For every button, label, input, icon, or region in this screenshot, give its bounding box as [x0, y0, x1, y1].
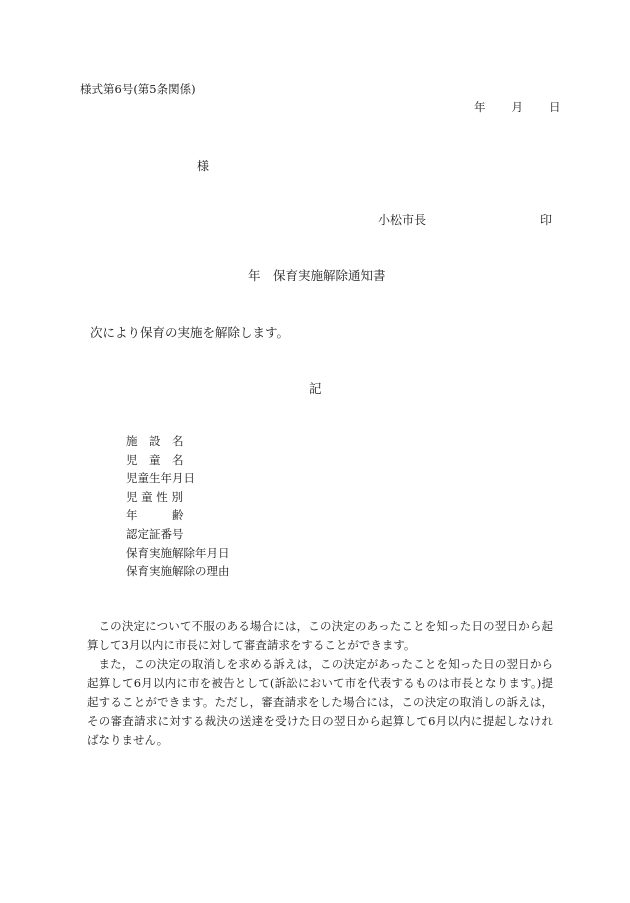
date-day: 日: [549, 100, 561, 114]
item-facility-name: 施 設 名: [126, 434, 184, 448]
seal-mark: 印: [540, 213, 553, 227]
ki-heading: 記: [309, 381, 322, 396]
addressee-suffix: 様: [197, 159, 210, 173]
date-line: [474, 99, 561, 115]
item-age: 年 齢: [126, 508, 184, 523]
item-list: [126, 432, 230, 581]
item-child-birthdate: 児童生年月日: [126, 471, 195, 486]
notice-paragraph-1: この決定について不服のある場合には，この決定のあったことを知った日の翌日から起算して3月以内に市長に対して審査請求をすることができます。: [87, 619, 553, 652]
item-termination-reason: 保育実施解除の理由: [126, 564, 230, 579]
notice-paragraph-2: また，この決定の取消しを求める訴えは，この決定があったことを知った日の翌日から起算して6月以内に市を被告として(訴訟において市を代表するものは市長となります。)提起することができます。ただし，審査請求をした場合には，この決定の取消しの訴えは，その審査請求に対する裁決の送達を受けた日の翌日から起算して6月以内に提起しなければなりません。: [87, 657, 553, 747]
item-termination-date: 保育実施解除年月日: [126, 545, 230, 560]
item-child-sex: 児 童 性 別: [126, 489, 183, 504]
intro-text: 次により保育の実施を解除します。: [90, 325, 290, 340]
appeal-notice: [87, 617, 553, 750]
item-child-name: 児 童 名: [126, 452, 184, 467]
document-title: 年 保育実施解除通知書: [248, 268, 386, 283]
form-number: 様式第6号(第5条関係): [80, 82, 196, 96]
date-month: 月: [511, 100, 523, 114]
issuer-name: 小松市長: [378, 213, 427, 227]
item-certificate-number: 認定証番号: [126, 526, 184, 541]
date-year: 年: [474, 100, 486, 114]
